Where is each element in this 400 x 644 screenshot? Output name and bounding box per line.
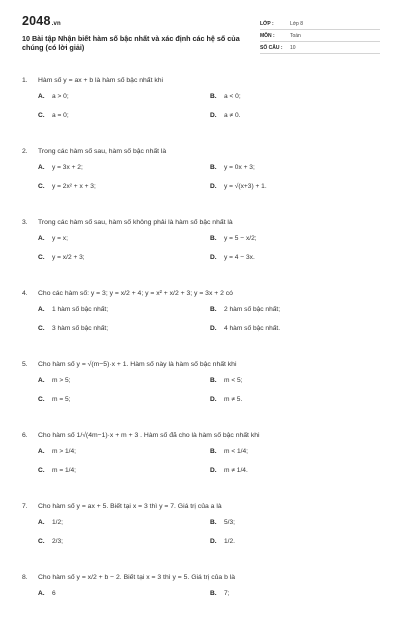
- option-letter: B.: [210, 377, 217, 384]
- option-c[interactable]: [38, 396, 208, 406]
- option-text: y = 2x² + x + 3;: [52, 183, 96, 190]
- option-text: m < 1/4;: [224, 448, 249, 455]
- option-c[interactable]: [38, 325, 208, 335]
- option-letter: D.: [210, 325, 217, 332]
- question-stem: [22, 502, 380, 511]
- question-number: 6.: [22, 432, 28, 439]
- option-list: [22, 306, 380, 335]
- option-letter: A.: [38, 164, 45, 171]
- question-7: [22, 502, 380, 573]
- option-c[interactable]: [38, 254, 208, 264]
- option-d[interactable]: [210, 467, 380, 477]
- info-value: Toán: [290, 33, 301, 39]
- question-5: [22, 360, 380, 431]
- question-list: [22, 76, 380, 644]
- question-6: [22, 431, 380, 502]
- question-text: Cho hàm số y = √(m−5)·x + 1. Hàm số này là hàm số bậc nhất khi: [38, 361, 237, 368]
- option-letter: D.: [210, 396, 217, 403]
- option-text: a ≠ 0.: [224, 112, 241, 119]
- option-d[interactable]: [210, 396, 380, 406]
- option-text: m ≠ 1/4.: [224, 467, 248, 474]
- option-text: 1 hàm số bậc nhất;: [52, 306, 109, 313]
- option-list: [22, 164, 380, 193]
- option-text: a > 0;: [52, 93, 69, 100]
- option-text: 3 hàm số bậc nhất;: [52, 325, 109, 332]
- info-value: Lớp 8: [290, 21, 304, 27]
- question-stem: [22, 289, 380, 298]
- option-text: a = 0;: [52, 112, 69, 119]
- option-text: 2/3;: [52, 538, 63, 545]
- option-row: [22, 377, 380, 387]
- option-text: 1/2.: [224, 538, 235, 545]
- option-list: [22, 519, 380, 548]
- option-letter: A.: [38, 519, 45, 526]
- option-text: 6: [52, 590, 56, 597]
- option-text: y = x/2 + 3;: [52, 254, 85, 261]
- option-list: [22, 235, 380, 264]
- question-text: Trong các hàm số sau, hàm số không phải là hàm số bậc nhất là: [38, 219, 233, 226]
- question-number: 1.: [22, 77, 28, 84]
- option-text: m = 5;: [52, 396, 71, 403]
- option-letter: C.: [38, 396, 45, 403]
- option-a[interactable]: [38, 519, 208, 529]
- option-text: m < 5;: [224, 377, 243, 384]
- info-row-subject: [260, 30, 380, 42]
- option-text: 4 hàm số bậc nhất.: [224, 325, 281, 332]
- option-letter: A.: [38, 306, 45, 313]
- question-text: Trong các hàm số sau, hàm số bậc nhất là: [38, 148, 167, 155]
- option-b[interactable]: [210, 306, 380, 316]
- question-text: Cho hàm số y = x/2 + b − 2. Biết tại x = 3 thì y = 5. Giá trị của b là: [38, 574, 236, 581]
- option-letter: B.: [210, 519, 217, 526]
- question-3: [22, 218, 380, 289]
- option-letter: D.: [210, 538, 217, 545]
- option-letter: B.: [210, 235, 217, 242]
- option-row: [22, 467, 380, 477]
- option-a[interactable]: [38, 306, 208, 316]
- option-text: m > 1/4;: [52, 448, 77, 455]
- option-row: [22, 325, 380, 335]
- option-b[interactable]: [210, 235, 380, 245]
- option-text: y = 5 − x/2;: [224, 235, 257, 242]
- option-text: 2 hàm số bậc nhất;: [224, 306, 281, 313]
- option-d[interactable]: [210, 112, 380, 122]
- option-a[interactable]: [38, 377, 208, 387]
- option-list: [22, 377, 380, 406]
- option-row: [22, 235, 380, 245]
- option-list: [22, 93, 380, 122]
- logo-main: 2048: [22, 14, 51, 28]
- option-row: [22, 538, 380, 548]
- option-row: [22, 590, 380, 600]
- option-d[interactable]: [210, 183, 380, 193]
- option-text: m ≠ 5.: [224, 396, 243, 403]
- option-text: y = 4 − 3x.: [224, 254, 255, 261]
- option-text: y = 0x + 3;: [224, 164, 255, 171]
- question-stem: [22, 147, 380, 156]
- option-letter: B.: [210, 448, 217, 455]
- question-4: [22, 289, 380, 360]
- option-letter: B.: [210, 93, 217, 100]
- option-text: y = √(x+3) + 1.: [224, 183, 267, 190]
- option-letter: B.: [210, 590, 217, 597]
- option-text: m = 1/4;: [52, 467, 77, 474]
- option-letter: C.: [38, 254, 45, 261]
- option-c[interactable]: [38, 112, 208, 122]
- question-stem: [22, 431, 380, 440]
- option-d[interactable]: [210, 325, 380, 335]
- option-letter: C.: [38, 112, 45, 119]
- option-a[interactable]: [38, 590, 208, 600]
- option-text: 7;: [224, 590, 230, 597]
- option-a[interactable]: [38, 235, 208, 245]
- question-number: 4.: [22, 290, 28, 297]
- question-stem: [22, 573, 380, 582]
- option-row: [22, 93, 380, 103]
- info-value: 10: [290, 45, 296, 51]
- info-key: MÔN :: [260, 33, 275, 39]
- option-d[interactable]: [210, 538, 380, 548]
- info-table: [260, 18, 380, 54]
- option-c[interactable]: [38, 467, 208, 477]
- option-row: [22, 306, 380, 316]
- option-a[interactable]: [38, 164, 208, 174]
- option-letter: C.: [38, 183, 45, 190]
- logo-tld: .vn: [51, 21, 61, 27]
- option-row: [22, 164, 380, 174]
- option-row: [22, 112, 380, 122]
- header-left: [22, 14, 247, 54]
- question-text: Cho hàm số 1/√(4m−1)·x + m + 3 . Hàm số đã cho là hàm số bậc nhất khi: [38, 432, 260, 439]
- option-letter: D.: [210, 254, 217, 261]
- question-stem: [22, 76, 380, 85]
- option-row: [22, 519, 380, 529]
- option-text: y = 3x + 2;: [52, 164, 83, 171]
- option-b[interactable]: [210, 377, 380, 387]
- question-number: 2.: [22, 148, 28, 155]
- option-letter: A.: [38, 93, 45, 100]
- question-8: [22, 573, 380, 644]
- option-list: [22, 590, 380, 600]
- option-text: 5/3;: [224, 519, 235, 526]
- option-letter: B.: [210, 164, 217, 171]
- info-row-class: [260, 18, 380, 30]
- question-text: Cho hàm số y = ax + 5. Biết tại x = 3 thì y = 7. Giá trị của a là: [38, 503, 222, 510]
- worksheet-header: [22, 0, 380, 54]
- info-key: SỐ CÂU :: [260, 45, 283, 51]
- question-number: 5.: [22, 361, 28, 368]
- site-logo[interactable]: [22, 14, 247, 28]
- option-letter: D.: [210, 467, 217, 474]
- option-letter: D.: [210, 183, 217, 190]
- info-key: LỚP :: [260, 21, 274, 27]
- option-letter: B.: [210, 306, 217, 313]
- option-text: 1/2;: [52, 519, 63, 526]
- option-b[interactable]: [210, 448, 380, 458]
- option-letter: A.: [38, 235, 45, 242]
- question-number: 8.: [22, 574, 28, 581]
- option-text: y = x;: [52, 235, 68, 242]
- question-text: Hàm số y = ax + b là hàm số bậc nhất khi: [38, 77, 164, 84]
- option-text: a < 0;: [224, 93, 241, 100]
- option-b[interactable]: [210, 519, 380, 529]
- option-c[interactable]: [38, 183, 208, 193]
- option-letter: A.: [38, 590, 45, 597]
- question-1: [22, 76, 380, 147]
- option-letter: A.: [38, 448, 45, 455]
- option-row: [22, 254, 380, 264]
- option-letter: D.: [210, 112, 217, 119]
- question-number: 7.: [22, 503, 28, 510]
- question-stem: [22, 218, 380, 227]
- option-letter: C.: [38, 538, 45, 545]
- option-c[interactable]: [38, 538, 208, 548]
- info-row-count: [260, 42, 380, 54]
- option-row: [22, 448, 380, 458]
- option-letter: C.: [38, 467, 45, 474]
- option-letter: C.: [38, 325, 45, 332]
- question-number: 3.: [22, 219, 28, 226]
- question-text: Cho các hàm số: y = 3; y = x/2 + 4; y = x² + x/2 + 3; y = 3x + 2 có: [38, 290, 233, 297]
- option-list: [22, 448, 380, 477]
- option-letter: A.: [38, 377, 45, 384]
- option-a[interactable]: [38, 93, 208, 103]
- question-stem: [22, 360, 380, 369]
- worksheet-title: 10 Bài tập Nhận biết hàm số bậc nhất và xác định các hệ số của chúng (có lời giải): [22, 34, 240, 52]
- option-row: [22, 183, 380, 193]
- option-b[interactable]: [210, 93, 380, 103]
- option-b[interactable]: [210, 590, 380, 600]
- option-d[interactable]: [210, 254, 380, 264]
- option-b[interactable]: [210, 164, 380, 174]
- option-row: [22, 396, 380, 406]
- option-text: m > 5;: [52, 377, 71, 384]
- option-a[interactable]: [38, 448, 208, 458]
- question-2: [22, 147, 380, 218]
